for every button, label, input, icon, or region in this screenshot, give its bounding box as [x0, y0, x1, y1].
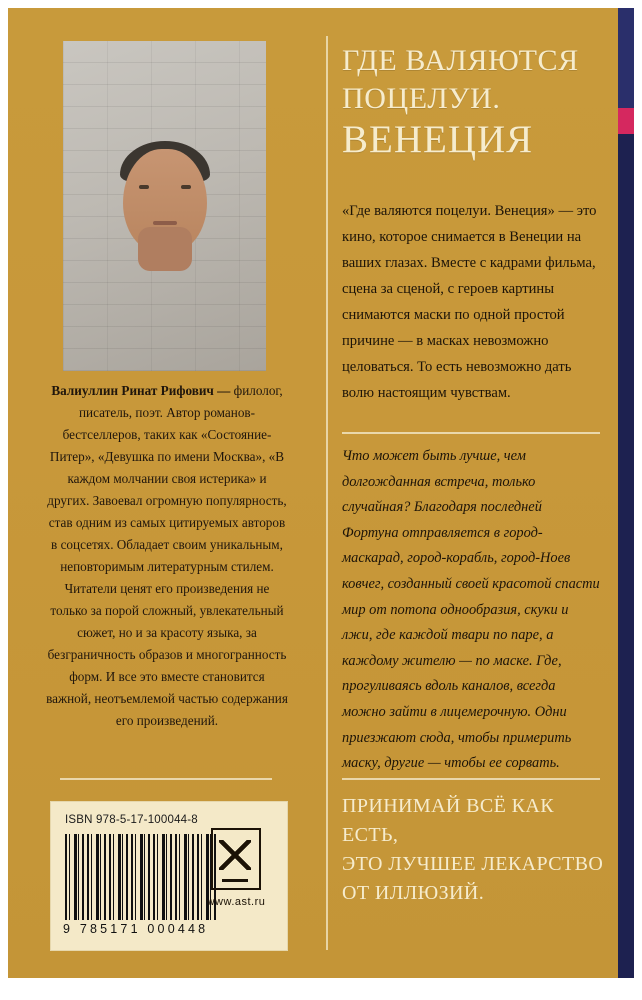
- right-column: [338, 8, 606, 978]
- isbn-text: ISBN 978-5-17-100044-8: [65, 814, 198, 826]
- tagline-line-3: ОТ ИЛЛЮЗИЙ.: [342, 882, 485, 904]
- author-bio-text: филолог, писатель, поэт. Автор романов-бестселлеров, таких как «Состояние-Питер», «Девушка по имени Москва», «В каждом молчании своя истерика» и других. Завоевал огромную популярность, став одним из самых цитируемых авторов в соцсетях. Обладает своим уникальным, неповторимым литературным стилем. Читатели ценят его произведения не только за порой сложный, увлекательный сюжет, но и за красоту языка, за безграничность образов и многогранность форм. И все это вместе становится важной, неотъемлемой частью содержания его произведений.: [46, 383, 288, 728]
- left-column: [8, 8, 326, 978]
- publisher-url: www.ast.ru: [206, 896, 266, 908]
- author-portrait-figure: [63, 159, 266, 371]
- annotation-paragraph-1: «Где валяются поцелуи. Венеция» — это кино, которое снимается в Венеции на ваших глазах. Вместе с кадрами фильма, сцена за сценой, с героев картины снимаются маски по одной простой причине — в масках невозможно целоваться. То есть невозможно дать волю настоящим чувствам.: [342, 203, 597, 401]
- author-bio-block: [46, 380, 288, 732]
- author-name: Валиуллин Ринат Рифович —: [51, 383, 231, 398]
- portrait-shirt: [67, 253, 263, 371]
- spine-segment-top: [618, 8, 634, 108]
- column-divider-rule: [326, 36, 328, 950]
- portrait-mouth: [153, 221, 177, 225]
- tagline-divider-rule: [342, 778, 600, 780]
- title-line-1: ГДЕ ВАЛЯЮТСЯ: [342, 44, 579, 77]
- tagline-line-2: ЭТО ЛУЧШЕЕ ЛЕКАРСТВО: [342, 853, 604, 875]
- book-title: [342, 42, 604, 162]
- title-line-2: ПОЦЕЛУИ.: [342, 82, 501, 115]
- spine-segment-accent: [618, 108, 634, 134]
- portrait-eye-right: [181, 185, 191, 189]
- tagline-line-1: ПРИНИМАЙ ВСЁ КАК ЕСТЬ,: [342, 795, 554, 846]
- left-divider-rule: [60, 778, 272, 780]
- author-photo: [63, 41, 266, 371]
- annotation-paragraph-2: Что может быть лучше, чем долгожданная встреча, только случайная? Благодаря последней Фортуна отправляется в город-маскарад, город-корабль, город-Ноев ковчег, созданный своей красотой спасти мир от потопа однообразия, скуки и лжи, где каждой твари по паре, а каждому жителю — по маске. Где, прогуливаясь вдоль каналов, всегда можно зайти в лицемерочную. Одни приезжают сюда, чтобы примерить маску, другие — чтобы ее сорвать.: [342, 448, 600, 772]
- portrait-eye-left: [139, 185, 149, 189]
- title-line-big: ВЕНЕЦИЯ: [342, 118, 534, 161]
- spine-segment-body: [618, 134, 634, 978]
- book-spine: [618, 8, 634, 978]
- tagline-block: [342, 792, 604, 908]
- publisher-logo-icon: [211, 828, 261, 890]
- publisher-block: [188, 828, 284, 908]
- barcode-digits: 9 785171 000448: [63, 922, 209, 936]
- cover-background: [8, 8, 618, 978]
- annotation-divider-rule: [342, 432, 600, 434]
